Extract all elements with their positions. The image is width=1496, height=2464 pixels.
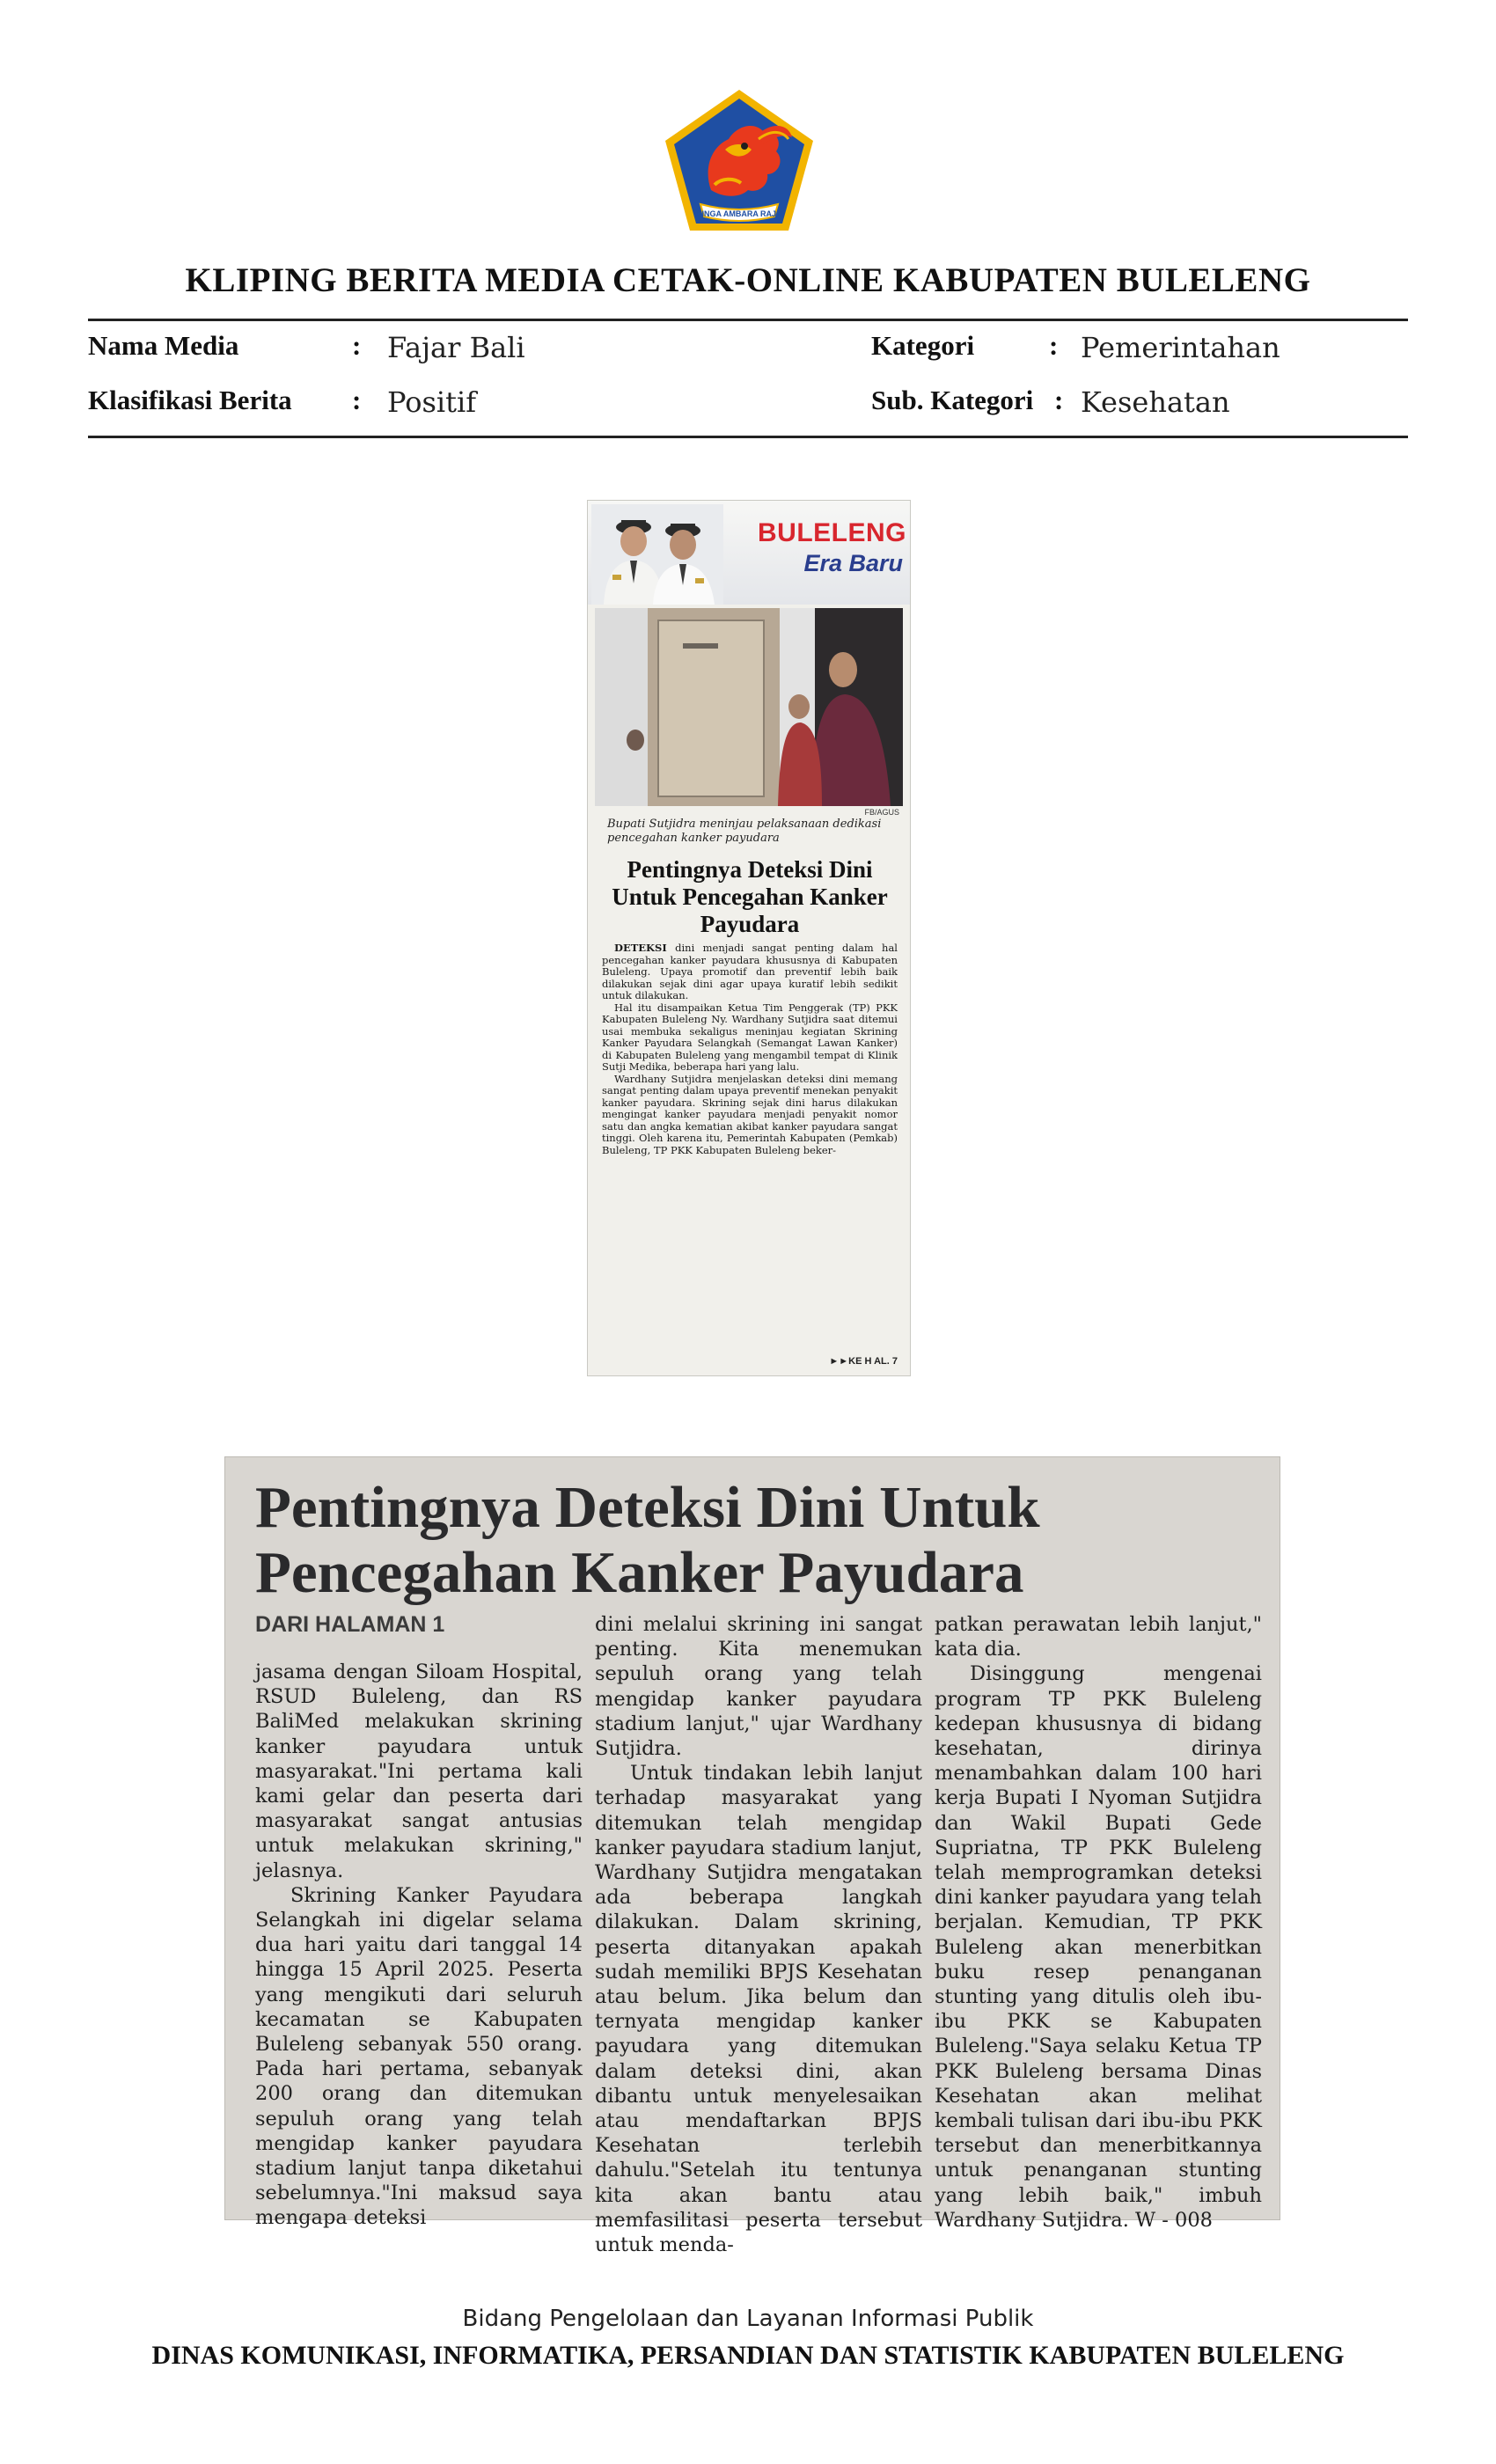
subkategori-value: Kesehatan bbox=[1081, 385, 1230, 419]
banner-subtitle: Era Baru bbox=[803, 550, 903, 576]
emblem-motto: SINGA AMBARA RAJA bbox=[696, 209, 782, 218]
front-paragraph bbox=[602, 942, 898, 1002]
subkategori-separator: : bbox=[1054, 385, 1064, 415]
column-paragraph: patkan perawatan lebih lanjut," kata dia. bbox=[935, 1613, 1262, 1661]
klasifikasi-value: Positif bbox=[387, 385, 477, 419]
continued-headline-line2: Pencegahan Kanker Payudara bbox=[255, 1540, 1024, 1605]
continued-page-clipping bbox=[224, 1456, 1280, 2257]
photo-caption: Bupati Sutjidra meninjau pelaksanaan dedikasi pencegahan kanker payudara bbox=[607, 818, 882, 845]
kategori-label: Kategori bbox=[871, 330, 975, 361]
subkategori-label: Sub. Kategori bbox=[871, 385, 1034, 415]
banner-title: BULELENG bbox=[758, 518, 906, 547]
front-paragraph-text: dini menjadi sangat penting dalam hal pencegahan kanker payudara khususnya di Kabupaten Buleleng. Upaya promotif dan preventif lebih baik dilakukan sejak dini agar upaya kuratif lebih sedikit untuk dilakukan. bbox=[602, 942, 898, 1001]
front-paragraph: Hal itu disampaikan Ketua Tim Penggerak (TP) PKK Kabupaten Buleleng Ny. Wardhany Sutjidra saat ditemui usai membuka sekaligus meninjau kegiatan Skrining Kanker Payudara Selangkah (Semangat Lawan Kanker) di Kabupaten Buleleng yang mengambil tempat di Klinik Sutji Medika, beberapa hari yang lalu. bbox=[602, 1001, 898, 1073]
continuation-text: KE H AL. 7 bbox=[848, 1356, 898, 1367]
buleleng-era-baru-banner bbox=[588, 501, 910, 605]
media-separator: : bbox=[352, 330, 362, 361]
article-column-2 bbox=[595, 1612, 922, 2257]
continuation-marker: ►►KE H AL. 7 bbox=[829, 1356, 898, 1367]
front-paragraph: Wardhany Sutjidra menjelaskan deteksi dini memang sangat penting dalam upaya preventif menekan penyakit kanker payudara. Skrining sejak dini harus dilakukan mengingat kanker payudara menjadi penyakit nomor satu dan angka kematian akibat kanker payudara sangat tinggi. Oleh karena itu, Pemerintah Kabupaten (Pemkab) Buleleng, TP PKK Kabupaten Buleleng beker- bbox=[602, 1072, 898, 1156]
continued-headline bbox=[255, 1475, 1267, 1605]
front-page-clipping bbox=[587, 500, 911, 1376]
column-paragraph: Untuk tindakan lebih lanjut terhadap masyarakat yang ditemukan telah mengidap kanker payudara stadium lanjut, Wardhany Sutjidra mengatakan ada beberapa langkah dilakukan. Dalam skrining, peserta ditanyakan apakah sudah memiliki BPJS Kesehatan atau belum. Jika belum dan ternyata mengidap kanker payudara yang ditemukan dalam deteksi dini, akan dibantu untuk menyelesaikan atau mendaftarkan BPJS Kesehatan terlebih dahulu."Setelah itu tentunya kita akan bantu atau memfasilitasi peserta tersebut untuk menda- bbox=[595, 1762, 922, 2257]
kategori-separator: : bbox=[1049, 330, 1059, 361]
from-page-label: DARI HALAMAN 1 bbox=[255, 1612, 445, 1637]
column-paragraph: dini melalui skrining ini sangat penting. Kita menemukan sepuluh orang yang telah mengidap kanker payudara stadium lanjut," ujar Wardhany Sutjidra. bbox=[595, 1613, 922, 1761]
front-headline: Pentingnya Deteksi Dini Untuk Pencegahan Kanker Payudara bbox=[612, 856, 888, 937]
photo-credit: FB/AGUS bbox=[864, 808, 899, 817]
media-value: Fajar Bali bbox=[387, 331, 525, 364]
news-photo bbox=[595, 608, 903, 806]
front-article-body bbox=[602, 942, 898, 1156]
continued-headline-line1: Pentingnya Deteksi Dini Untuk bbox=[255, 1475, 1040, 1540]
column-paragraph: jasama dengan Siloam Hospital, RSUD Buleleng, dan RS BaliMed melakukan skrining kanker payudara untuk masyarakat."Ini pertama kali kami gelar dan peserta dari masyarakat sangat antusias untuk melakukan skrining," jelasnya. bbox=[255, 1661, 583, 1882]
article-column-1 bbox=[255, 1660, 583, 2231]
lead-word: DETEKSI bbox=[614, 942, 667, 954]
footer-agency: DINAS KOMUNIKASI, INFORMATIKA, PERSANDIAN DAN STATISTIK KABUPATEN BULELENG bbox=[151, 2341, 1345, 2370]
media-label: Nama Media bbox=[88, 330, 239, 361]
document-title: KLIPING BERITA MEDIA CETAK-ONLINE KABUPATEN BULELENG bbox=[185, 261, 1311, 299]
singa-ambara-raja-emblem-icon bbox=[660, 86, 818, 236]
column-paragraph: Disinggung mengenai program TP PKK Buleleng kedepan khususnya di bidang kesehatan, dirinya menambahkan dalam 100 hari kerja Bupati I Nyoman Sutjidra dan Wakil Bupati Gede Supriatna, TP PKK Buleleng telah memprogramkan deteksi dini kanker payudara yang telah berjalan. Kemudian, TP PKK Buleleng akan menerbitkan buku resep penanganan stunting yang ditulis oleh ibu-ibu PKK se Kabupaten Buleleng."Saya selaku Ketua TP PKK Buleleng bersama Dinas Kesehatan akan melihat kembali tulisan dari ibu-ibu PKK tersebut dan menerbitkannya untuk penanganan stunting yang lebih baik," imbuh Wardhany Sutjidra. W - 008 bbox=[935, 1662, 1262, 2232]
article-column-3 bbox=[935, 1612, 1262, 2233]
footer-division: Bidang Pengelolaan dan Layanan Informasi Publik bbox=[462, 2306, 1034, 2332]
column-paragraph: Skrining Kanker Payudara Selangkah ini digelar selama dua hari yaitu dari tanggal 14 hingga 15 April 2025. Peserta yang mengikuti dari seluruh kecamatan se Kabupaten Buleleng sebanyak 550 orang. Pada hari pertama, sebanyak 200 orang dan ditemukan sepuluh orang yang telah mengidap kanker payudara stadium lanjut tanpa diketahui sebelumnya."Ini maksud saya mengapa deteksi bbox=[255, 1883, 583, 2230]
klasifikasi-label: Klasifikasi Berita bbox=[88, 385, 292, 415]
header-divider-bottom bbox=[88, 436, 1408, 438]
header-divider-top bbox=[88, 319, 1408, 321]
kategori-value: Pemerintahan bbox=[1081, 331, 1280, 364]
klasifikasi-separator: : bbox=[352, 385, 362, 415]
officials-portrait-icon bbox=[591, 504, 723, 605]
